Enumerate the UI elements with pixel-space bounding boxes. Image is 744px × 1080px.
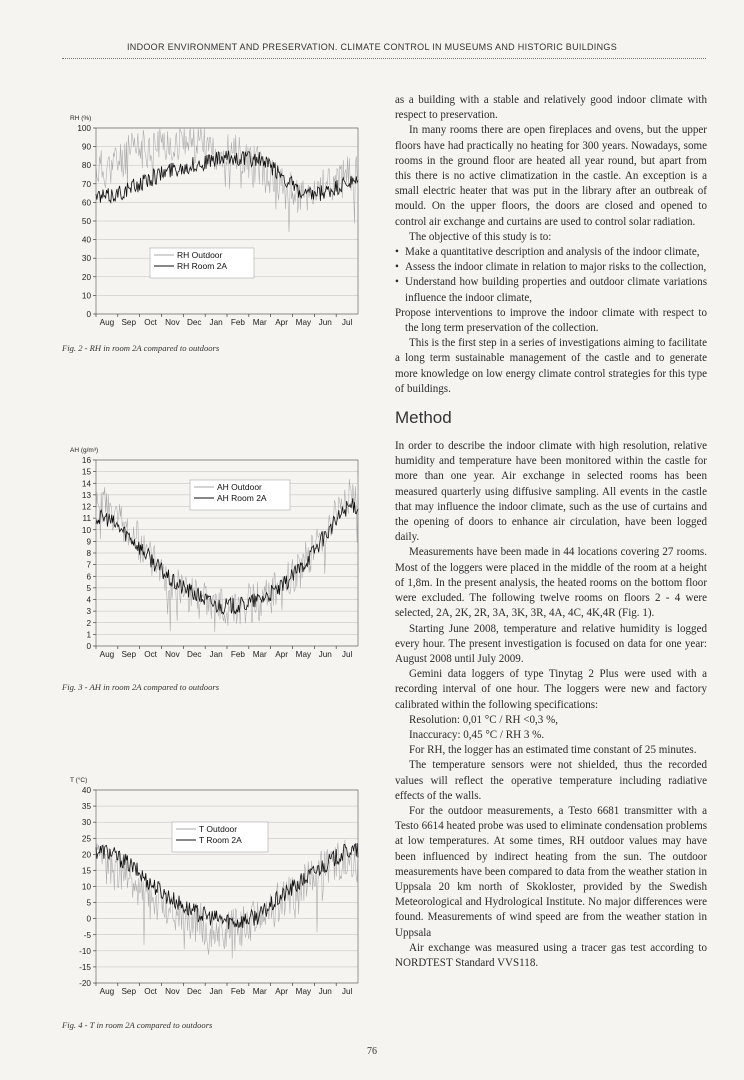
y-axis-label: AH (g/m³) xyxy=(70,447,99,454)
series-line xyxy=(96,843,358,929)
y-tick-label: 80 xyxy=(81,161,91,171)
paragraph: In many rooms there are open fireplaces and ovens, but the upper floors have had practically no heating for 300 years. Nowadays, some rooms in the ground floor are heated all year round, but apart from this there is no active climatization in the castle. An exception is a small electric heater that was put in the library after an outbreak of mould. On the upper floors, the doors are closed and opened to control air exchange and curtains are used to control solar radiation. xyxy=(395,124,707,228)
y-tick-label: 11 xyxy=(82,514,91,524)
x-tick-label: Jan xyxy=(209,987,223,996)
y-tick-label: 20 xyxy=(81,850,91,860)
paragraph: Gemini data loggers of type Tinytag 2 Plus were used with a recording interval of one hour. The loggers were new and factory calibrated within the following specifications: xyxy=(395,668,707,711)
ah-chart-svg xyxy=(60,432,370,662)
figure-t-chart xyxy=(60,770,370,1000)
list-item: • Make a quantitative description and analysis of the indoor climate, xyxy=(395,245,707,260)
paragraph: as a building with a stable and relatively good indoor climate with respect to preservation. xyxy=(395,94,707,122)
x-tick-label: Jun xyxy=(318,318,332,327)
section-heading-method: Method xyxy=(395,408,452,428)
y-tick-label: 50 xyxy=(81,217,91,226)
x-tick-label: Jun xyxy=(318,650,332,659)
x-tick-label: Dec xyxy=(186,987,202,996)
x-tick-label: Nov xyxy=(165,987,180,996)
y-tick-label: 7 xyxy=(86,560,91,570)
x-tick-label: May xyxy=(295,318,312,327)
legend-label: RH Outdoor xyxy=(177,250,223,260)
x-tick-label: Jun xyxy=(318,987,332,996)
y-tick-label: 3 xyxy=(86,607,91,617)
x-tick-label: Aug xyxy=(99,987,115,996)
y-tick-label: 12 xyxy=(81,502,91,512)
page-number: 76 xyxy=(367,1046,377,1057)
x-tick-label: Dec xyxy=(186,650,202,659)
x-tick-label: Feb xyxy=(230,987,245,996)
x-tick-label: Aug xyxy=(99,650,115,659)
legend-label: T Room 2A xyxy=(199,835,242,845)
legend-label: AH Outdoor xyxy=(217,482,262,492)
y-tick-label: 14 xyxy=(81,479,91,489)
x-tick-label: Aug xyxy=(99,318,115,327)
x-tick-label: Mar xyxy=(252,318,267,327)
y-tick-label: 35 xyxy=(81,802,91,812)
figure-rh-chart xyxy=(60,100,370,330)
y-tick-label: 40 xyxy=(81,235,91,245)
spec-line: Inaccuracy: 0,45 °C / RH 3 %. xyxy=(409,728,545,741)
y-tick-label: -15 xyxy=(79,962,91,972)
y-tick-label: 10 xyxy=(81,291,91,301)
paragraph: For RH, the logger has an estimated time constant of 25 minutes. xyxy=(409,744,697,757)
y-tick-label: 16 xyxy=(81,456,91,465)
y-tick-label: 4 xyxy=(86,595,91,605)
x-tick-label: Nov xyxy=(165,318,180,327)
y-tick-label: 2 xyxy=(86,618,91,628)
x-tick-label: Apr xyxy=(275,650,288,659)
x-tick-label: May xyxy=(295,650,312,659)
paragraph: This is the first step in a series of investigations aiming to facilitate a long term sustainable management of the castle and to generate more knowledge on low energy climate control strategies for this type of buildings. xyxy=(395,337,707,395)
y-tick-label: 1 xyxy=(86,630,91,640)
y-tick-label: 9 xyxy=(86,537,91,547)
legend-label: RH Room 2A xyxy=(177,261,228,271)
x-tick-label: Feb xyxy=(230,650,245,659)
x-tick-label: Jul xyxy=(341,987,353,996)
y-tick-label: 10 xyxy=(81,525,91,535)
figure-ah-chart xyxy=(60,432,370,662)
y-tick-label: 40 xyxy=(81,786,91,795)
series-line xyxy=(96,498,358,614)
x-tick-label: Sep xyxy=(121,987,137,996)
y-tick-label: -5 xyxy=(83,930,91,940)
y-axis-label: T (°C) xyxy=(70,777,88,784)
x-tick-label: Jul xyxy=(341,650,353,659)
y-tick-label: -10 xyxy=(79,946,91,956)
x-tick-label: Oct xyxy=(144,987,157,996)
figure-3-caption: Fig. 3 - AH in room 2A compared to outdoors xyxy=(62,682,220,692)
paragraph: Starting June 2008, temperature and relative humidity is logged every hour. The present investigation is focused on data for one year: August 2008 until July 2009. xyxy=(395,622,707,665)
series-line xyxy=(96,128,358,232)
x-tick-label: Sep xyxy=(121,318,137,327)
x-tick-label: Mar xyxy=(252,650,267,659)
paragraph: Propose interventions to improve the indoor climate with respect to the long term preservation of the collection. xyxy=(395,306,707,335)
paragraph: In order to describe the indoor climate with high resolution, relative humidity and temperature have been monitored within the castle for more than one year. Air exchange in selected rooms has been measured quarterly using diffusive sampling. All events in the castle that may influence the indoor climate, such as the use of curtains and the opening of doors to enhance air circulation, have been logged daily. xyxy=(395,440,707,544)
x-tick-label: Oct xyxy=(144,318,157,327)
legend-label: T Outdoor xyxy=(199,824,238,834)
paragraph: The objective of this study is to: xyxy=(409,230,552,243)
y-tick-label: 30 xyxy=(81,818,91,828)
list-item: • Understand how building properties and outdoor climate variations influence the indoor climate, xyxy=(395,275,707,305)
y-tick-label: 100 xyxy=(77,124,91,133)
paragraph: Air exchange was measured using a tracer gas test according to NORDTEST Standard VVS118. xyxy=(395,941,707,969)
series-line xyxy=(96,840,358,959)
y-tick-label: 0 xyxy=(86,914,91,924)
t-chart-svg xyxy=(60,770,370,1000)
objectives-list xyxy=(395,245,707,306)
running-header: INDOOR ENVIRONMENT AND PRESERVATION. CLIMATE CONTROL IN MUSEUMS AND HISTORIC BUILDINGS xyxy=(126,42,618,52)
y-tick-label: 5 xyxy=(86,898,91,908)
y-tick-label: 70 xyxy=(81,179,91,189)
y-axis-label: RH (%) xyxy=(70,115,92,122)
y-tick-label: 5 xyxy=(86,583,91,593)
y-tick-label: 25 xyxy=(81,834,91,844)
right-column-text xyxy=(395,93,707,971)
paragraph: For the outdoor measurements, a Testo 6681 transmitter with a Testo 6614 heated probe was used to eliminate condensation problems at low temperatures. At some times, RH outdoor values may have been influenced by indirect heating from the sun. The outdoor measurements have been compared to data from the weather station in Uppsala 20 km north of Skokloster, provided by the Swedish Meteorological and Hydrological Institute. No major differences were found. Measurements of wind speed are from the weather station in Uppsala xyxy=(395,804,707,939)
x-tick-label: Oct xyxy=(144,650,157,659)
x-tick-label: Mar xyxy=(252,987,267,996)
y-tick-label: 10 xyxy=(81,882,91,892)
x-tick-label: Jan xyxy=(209,318,223,327)
x-tick-label: Nov xyxy=(165,650,180,659)
legend-label: AH Room 2A xyxy=(217,493,267,503)
y-tick-label: 60 xyxy=(81,198,91,208)
y-tick-label: 15 xyxy=(81,467,91,477)
y-tick-label: 8 xyxy=(86,549,91,558)
rh-chart-svg xyxy=(60,100,370,330)
paragraph: The temperature sensors were not shielded, thus the recorded values will reflect the operative temperature including radiative effects of the walls. xyxy=(395,759,707,802)
x-tick-label: Apr xyxy=(275,318,288,327)
x-tick-label: Jul xyxy=(341,318,353,327)
x-tick-label: Jan xyxy=(209,650,223,659)
x-tick-label: Dec xyxy=(186,318,202,327)
x-tick-label: Sep xyxy=(121,650,137,659)
figure-2-caption: Fig. 2 - RH in room 2A compared to outdoors xyxy=(62,343,220,353)
x-tick-label: Apr xyxy=(275,987,288,996)
list-item: • Assess the indoor climate in relation to major risks to the collection, xyxy=(395,260,707,275)
y-tick-label: 6 xyxy=(86,572,91,582)
y-tick-label: 90 xyxy=(81,142,91,152)
y-tick-label: 0 xyxy=(86,642,91,651)
paragraph: Measurements have been made in 44 locations covering 27 rooms. Most of the loggers were placed in the middle of the room at a height of 1,8m. In the present analysis, the heated rooms on the bottom floor were excluded. The following twelve rooms on floors 2 - 4 were selected, 2A, 2K, 2R, 3A, 3K, 3R, 4A, 4C, 4K,4R (Fig. 1). xyxy=(395,546,707,620)
header-divider xyxy=(62,58,706,59)
y-tick-label: -20 xyxy=(79,979,91,988)
series-line xyxy=(96,151,358,203)
y-tick-label: 15 xyxy=(81,866,91,876)
x-tick-label: Feb xyxy=(230,318,245,327)
figure-4-caption: Fig. 4 - T in room 2A compared to outdoors xyxy=(62,1020,213,1030)
spec-line: Resolution: 0,01 °C / RH <0,3 %, xyxy=(409,713,559,726)
x-tick-label: May xyxy=(295,987,312,996)
y-tick-label: 20 xyxy=(81,272,91,282)
y-tick-label: 30 xyxy=(81,254,91,264)
y-tick-label: 13 xyxy=(81,490,91,500)
y-tick-label: 0 xyxy=(86,310,91,319)
